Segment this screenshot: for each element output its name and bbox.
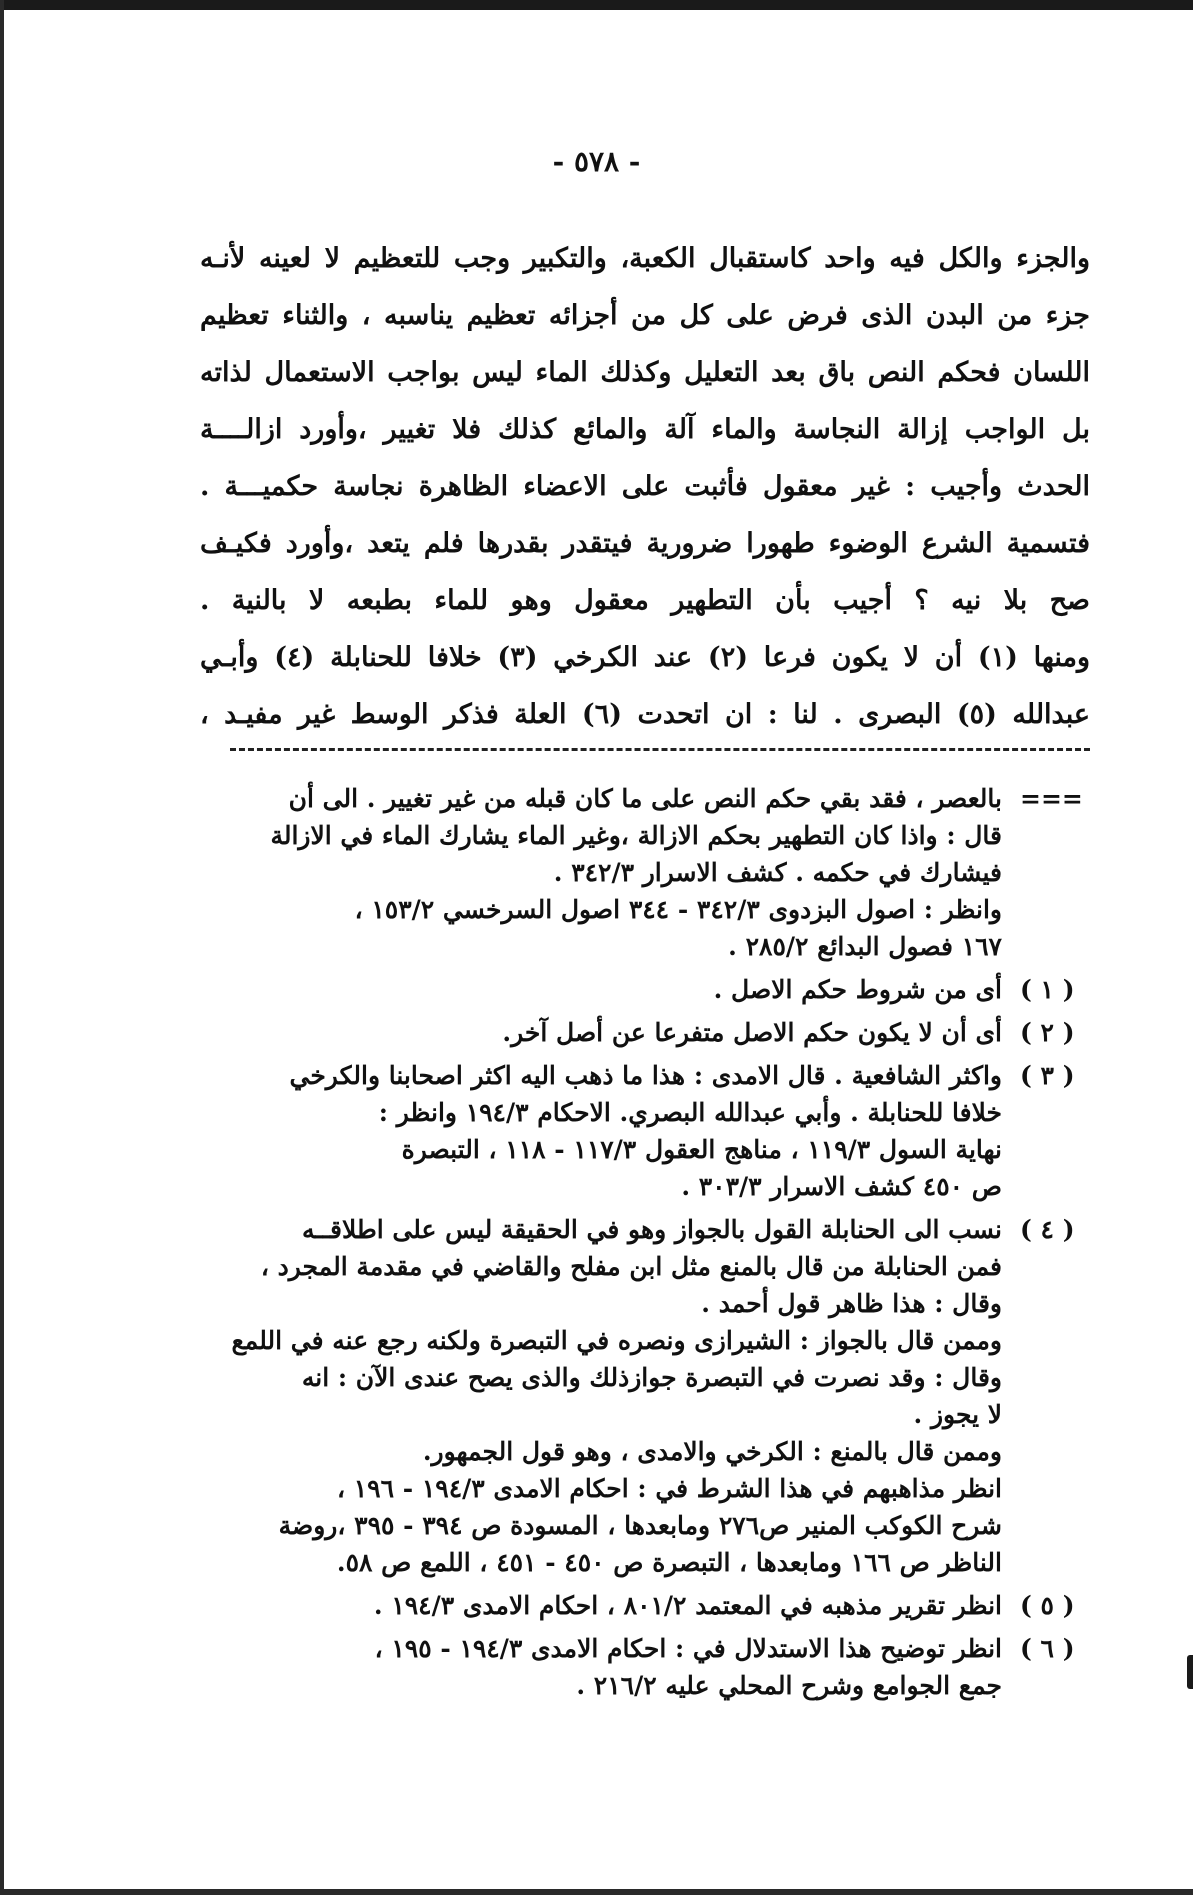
- footnote-line: [160, 1544, 1090, 1581]
- main-body-text: [200, 230, 1090, 743]
- footnote-line: [160, 854, 1090, 891]
- footnote-text: بالعصر ، فقد بقي حكم النص على ما كان قبله من غير تغيير . الى أن: [288, 784, 1002, 813]
- footnote-text: أى أن لا يكون حكم الاصل متفرعا عن أصل آخر.: [502, 1018, 1002, 1047]
- footnote-text: انظر مذاهبهم في هذا الشرط في : احكام الامدى ١٩٤/٣ - ١٩٦ ،: [336, 1474, 1002, 1503]
- footnote-marker: [1020, 928, 1090, 965]
- footnote-line: [160, 1507, 1090, 1544]
- footnote-marker: ( ٥ ): [1020, 1591, 1075, 1620]
- footnote-marker: [1020, 1168, 1090, 1205]
- footnote-line: [160, 1057, 1090, 1094]
- footnote-text: انظر تقرير مذهبه في المعتمد ٨٠١/٢ ، احكام الامدى ١٩٤/٣ .: [373, 1591, 1002, 1620]
- footnote-marker: ===: [1020, 784, 1083, 813]
- footnote-text: واكثر الشافعية . قال الامدى : هذا ما ذهب اليه اكثر اصحابنا والكرخي: [289, 1061, 1002, 1090]
- footnote-marker: [1020, 1248, 1090, 1285]
- footnote-text: فيشارك في حكمه . كشف الاسرار ٣٤٢/٣ .: [553, 858, 1002, 887]
- footnote-text: لا يجوز .: [913, 1400, 1002, 1429]
- footnote-marker: [1020, 891, 1090, 928]
- footnote-marker: ( ٣ ): [1020, 1061, 1075, 1090]
- footnote-line: [160, 1396, 1090, 1433]
- footnote-line: [160, 1168, 1090, 1205]
- footnote-line: [160, 1014, 1090, 1051]
- footnote-text: نسب الى الحنابلة القول بالجواز وهو في الحقيقة ليس على اطلاقــه: [301, 1215, 1002, 1244]
- footnote-text: وانظر : اصول البزدوى ٣٤٢/٣ - ٣٤٤ اصول السرخسي ١٥٣/٢ ،: [354, 895, 1002, 924]
- footnote-line: [160, 1433, 1090, 1470]
- footnotes-section: [160, 780, 1090, 1704]
- page-number: - ٥٧٨ -: [552, 145, 641, 178]
- footnote-line: [160, 1470, 1090, 1507]
- footnote-line: [160, 928, 1090, 965]
- footnote-marker: [1020, 1285, 1090, 1322]
- footnote-marker: [1020, 1131, 1090, 1168]
- footnote-text: وممن قال بالجواز : الشيرازى ونصره في التبصرة ولكنه رجع عنه في اللمع: [231, 1326, 1002, 1355]
- footnote-marker: ( ٢ ): [1020, 1018, 1075, 1047]
- footnote-marker: [1020, 1359, 1090, 1396]
- footnote-marker: [1020, 1433, 1090, 1470]
- body-line: الحدث وأجيب : غير معقول فأثبت على الاعضاء الظاهرة نجاسة حكميـــة .: [200, 471, 1090, 502]
- footnote-marker: [1020, 817, 1090, 854]
- footnote-line: [160, 1587, 1090, 1624]
- footnote-text: انظر توضيح هذا الاستدلال في : احكام الامدى ١٩٤/٣ - ١٩٥ ،: [374, 1634, 1002, 1663]
- top-scan-border: [0, 0, 1193, 10]
- footnote-marker: ( ٦ ): [1020, 1634, 1075, 1663]
- footnote-line: [160, 971, 1090, 1008]
- footnote-text: وقال : هذا ظاهر قول أحمد .: [701, 1289, 1002, 1318]
- footnote-marker: [1020, 1396, 1090, 1433]
- footnote-line: [160, 1630, 1090, 1667]
- footnote-line: [160, 1248, 1090, 1285]
- footnote-text: أى من شروط حكم الاصل .: [713, 975, 1002, 1004]
- footnote-text: نهاية السول ١١٩/٣ ، مناهج العقول ١١٧/٣ - ١١٨ ، التبصرة: [401, 1135, 1002, 1164]
- body-line: جزء من البدن الذى فرض على كل من أجزائه تعظيم يناسبه ، والثناء تعظيم: [200, 300, 1090, 331]
- footnote-text: وممن قال بالمنع : الكرخي والامدى ، وهو قول الجمهور.: [422, 1437, 1002, 1466]
- footnote-text: وقال : وقد نصرت في التبصرة جوازذلك والذى يصح عندى الآن : انه: [301, 1363, 1002, 1392]
- footnote-line: [160, 1285, 1090, 1322]
- footnote-line: [160, 817, 1090, 854]
- footnote-marker: [1020, 854, 1090, 891]
- footnote-line: [160, 780, 1090, 817]
- footnote-line: [160, 1322, 1090, 1359]
- footnote-text: ١٦٧ فصول البدائع ٢٨٥/٢ .: [728, 932, 1002, 961]
- footnote-marker: [1020, 1094, 1090, 1131]
- body-line: صح بلا نيه ؟ أجيب بأن التطهير معقول وهو للماء بطبعه لا بالنية .: [200, 585, 1090, 616]
- footnote-text: شرح الكوكب المنير ص٢٧٦ ومابعدها ، المسودة ص ٣٩٤ - ٣٩٥ ،روضة: [278, 1511, 1002, 1540]
- footnote-marker: [1020, 1544, 1090, 1581]
- footnote-text: فمن الحنابلة من قال بالمنع مثل ابن مفلح والقاضي في مقدمة المجرد ،: [260, 1252, 1002, 1281]
- body-line: اللسان فحكم النص باق بعد التعليل وكذلك الماء ليس بواجب الاستعمال لذاته: [200, 357, 1090, 388]
- footnote-text: خلافا للحنابلة . وأبي عبدالله البصري. الاحكام ١٩٤/٣ وانظر :: [378, 1098, 1002, 1127]
- footnote-line: [160, 1131, 1090, 1168]
- footnote-text: قال : واذا كان التطهير بحكم الازالة ،وغير الماء يشارك الماء في الازالة: [270, 821, 1002, 850]
- footnote-marker: [1020, 1667, 1090, 1704]
- footnote-divider: [230, 748, 1090, 751]
- footnote-marker: [1020, 1470, 1090, 1507]
- body-line: والجزء والكل فيه واحد كاستقبال الكعبة، والتكبير وجب للتعظيم لا لعينه لأنـه: [200, 243, 1090, 274]
- footnote-text: الناظر ص ١٦٦ ومابعدها ، التبصرة ص ٤٥٠ - ٤٥١ ، اللمع ص ٥٨.: [336, 1548, 1002, 1577]
- body-line: عبدالله (٥) البصرى . لنا : ان اتحدت (٦) العلة فذكر الوسط غير مفيـد ،: [200, 699, 1090, 730]
- body-line: بل الواجب إزالة النجاسة والماء آلة والمائع كذلك فلا تغيير ،وأورد ازالــــة: [200, 414, 1090, 445]
- footnote-line: [160, 1667, 1090, 1704]
- body-line: ومنها (١) أن لا يكون فرعا (٢) عند الكرخي (٣) خلافا للحنابلة (٤) وأبـي: [200, 642, 1090, 673]
- footnote-line: [160, 1359, 1090, 1396]
- left-scan-border: [0, 0, 4, 1895]
- right-edge-mark: [1187, 1655, 1193, 1689]
- footnote-marker: [1020, 1507, 1090, 1544]
- footnote-text: ص ٤٥٠ كشف الاسرار ٣٠٣/٣ .: [681, 1172, 1002, 1201]
- footnote-line: [160, 1094, 1090, 1131]
- footnote-marker: ( ١ ): [1020, 975, 1075, 1004]
- footnote-line: [160, 891, 1090, 928]
- footnote-marker: ( ٤ ): [1020, 1215, 1075, 1244]
- footnote-text: جمع الجوامع وشرح المحلي عليه ٢١٦/٢ .: [576, 1671, 1002, 1700]
- footnote-line: [160, 1211, 1090, 1248]
- footnote-marker: [1020, 1322, 1090, 1359]
- bottom-scan-border: [0, 1889, 1193, 1895]
- body-line: فتسمية الشرع الوضوء طهورا ضرورية فيتقدر بقدرها فلم يتعد ،وأورد فكيـف: [200, 528, 1090, 559]
